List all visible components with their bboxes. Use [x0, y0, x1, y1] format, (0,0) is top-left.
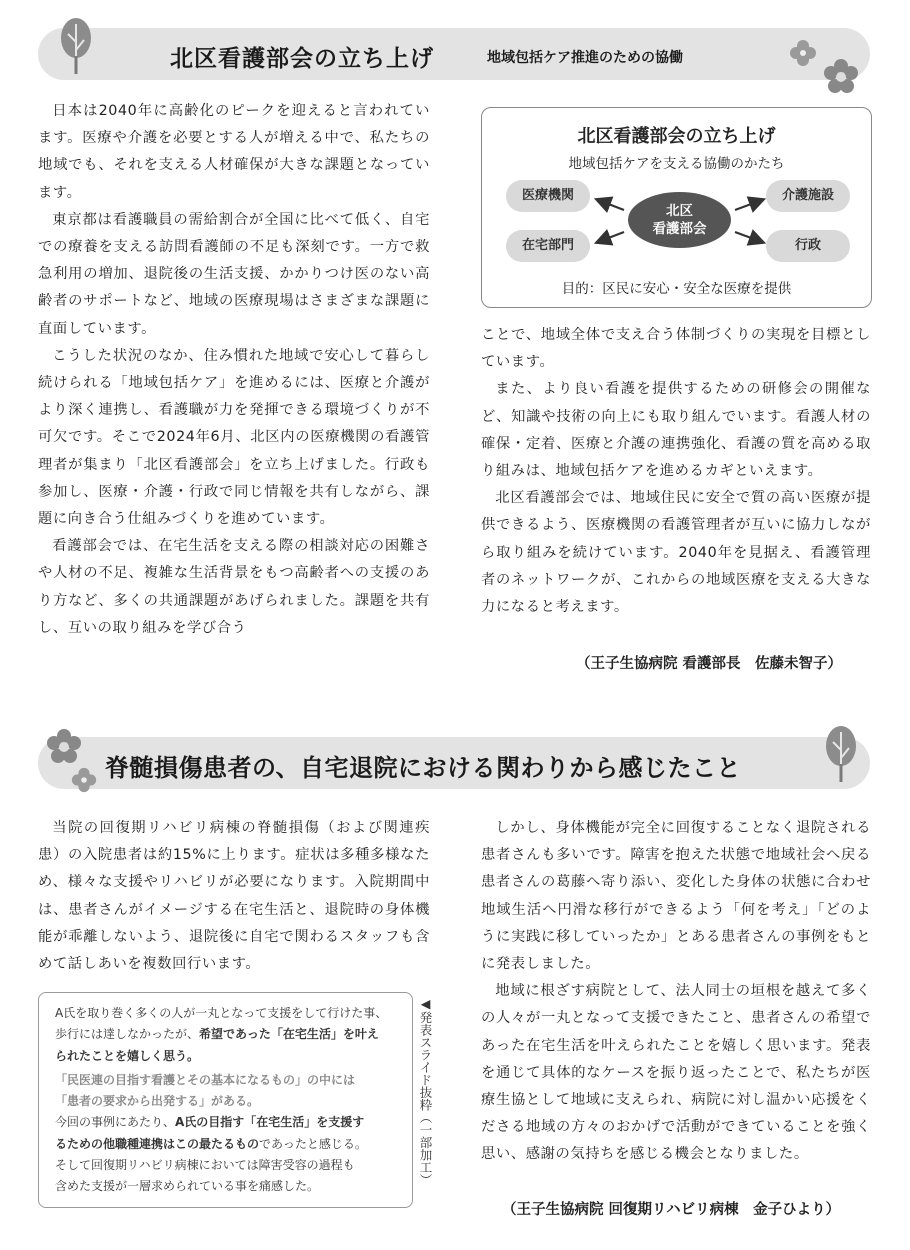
slide-bold-span: られたことを嬉しく思う。: [55, 1048, 200, 1063]
node-care-facilities: 介護施設: [766, 180, 850, 212]
section2-signature: （王子生協病院 回復期リハビリ病棟 金子ひより）: [502, 1202, 841, 1218]
paragraph: 東京都は看護職員の需給割合が全国に比べて低く、自宅での療養を支える訪問看護師の不足も深刻です。一方で救急利用の増加、退院後の生活支援、かかりつけ医のない高齢者のサポートなど、地域の医療現場はさまざまな課題に直面しています。: [38, 211, 430, 337]
center-line2: 看護部会: [652, 221, 707, 237]
diagram-title: 北区看護部会の立ち上げ: [577, 126, 776, 147]
node-government: 行政: [766, 230, 850, 262]
slide-line: [55, 1134, 400, 1155]
arrow-to-home-care: [598, 232, 624, 242]
clover-icon: [788, 38, 818, 68]
slide-bold-span: るための他職種連携はこの最たるもの: [55, 1136, 260, 1151]
slide-line: [55, 1046, 400, 1067]
section2-left-column: [38, 815, 430, 978]
slide-line: [55, 1070, 400, 1091]
section1-title: 北区看護部会の立ち上げ: [170, 46, 434, 72]
slide-line: [55, 1024, 400, 1045]
node-home-care: 在宅部門: [506, 230, 590, 262]
flower-icon: [822, 58, 860, 96]
paragraph: こうした状況のなか、住み慣れた地域で安心して暮らし続けられる「地域包括ケア」を進めるには、医療と介護がより深く連携し、看護職が力を発揮できる環境づくりが不可欠です。そこで2024年6月、北区内の医療機関の看護管理者が集まり「北区看護部会」を立ち上げました。行政も参加し、医療・介護・行政で同じ情報を共有しながら、課題に向き合う仕組みづくりを進めています。: [38, 347, 430, 528]
section1-right-column: [481, 322, 871, 621]
kita-nursing-diagram: [481, 107, 872, 308]
section1-signature: （王子生協病院 看護部長 佐藤未智子）: [576, 656, 843, 672]
section2-right-column: [481, 815, 871, 1169]
section1-subtitle: 地域包括ケア推進のための協働: [487, 50, 683, 66]
slide-bold-span: 希望であった「在宅生活」を叶え: [199, 1027, 379, 1042]
center-line1: 北区: [666, 203, 693, 219]
section1-left-column: [38, 98, 430, 642]
slide-text-span: であったと感じる。: [259, 1136, 367, 1151]
tree-icon: [55, 14, 97, 76]
slide-excerpt-text: [55, 1003, 400, 1198]
slide-excerpt-box: [38, 992, 413, 1208]
section1-banner: [38, 28, 870, 80]
paragraph: 地域に根ざす病院として、法人同士の垣根を越えて多くの人々が一丸となって支援できたこと、患者さんの希望であった在宅生活を叶えられたことを嬉しく思います。発表を通じて具体的なケースを振り返ったことで、私たちが医療生協として地域に支えられ、病院に対し温かい応援をくださる地域の方々のおかげで活動ができていることを強く思い、感謝の気持ちを感じる機会となりました。: [481, 983, 871, 1163]
node-medical-institutions: 医療機関: [506, 180, 590, 212]
clover-icon: [70, 766, 98, 794]
section2-title: 脊髄損傷患者の、自宅退院における関わりから感じたこと: [105, 754, 742, 782]
slide-line: A氏を取り巻く多くの人が一丸となって支援をして行けた事、: [55, 1006, 388, 1020]
arrow-to-care-facilities: [735, 200, 762, 210]
paragraph: 日本は2040年に高齢化のピークを迎えると言われています。医療や介護を必要とする人が増える中で、私たちの地域でも、それを支える人材確保が大きな課題となっています。: [38, 103, 430, 201]
slide-line: [55, 1112, 400, 1133]
slide-line: 含めた支援が一層求められている事を痛感した。: [55, 1179, 320, 1194]
slide-text-span: 今回の事例にあたり、: [55, 1115, 176, 1130]
tree-icon: [820, 722, 862, 784]
slide-bold-span: 「民医連の目指す看護とその基本になるもの」の中には: [55, 1072, 356, 1087]
paragraph: 当院の回復期リハビリ病棟の脊髄損傷（および関連疾患）の入院患者は約15%に上ります。症状は多種多様なため、様々な支援やリハビリが必要になります。入院期間中は、患者さんがイメージする在宅生活と、退院時の身体機能が乖離しないよう、退院後に自宅で関わるスタッフも含めて話しあいを複数回行います。: [38, 820, 430, 973]
diagram-purpose: 目的：区民に安心・安全な医療を提供: [561, 281, 792, 297]
slide-text-span: 歩行には達しなかったが、: [55, 1027, 200, 1042]
paragraph: 北区看護部会では、地域住民に安全で質の高い医療が提供できるよう、医療機関の看護管理者が互いに協力しながら取り組みを続けています。2040年を見据え、看護管理者のネットワークが、これからの地域医療を支える大きな力になると考えます。: [481, 490, 871, 616]
paragraph: また、より良い看護を提供するための研修会の開催など、知識や技術の向上にも取り組んでいます。看護人材の確保・定着、医療と介護の連携強化、看護の質を高める取り組みは、地域包括ケアを進めるカギといえます。: [481, 381, 871, 480]
arrow-to-medical: [598, 200, 624, 210]
slide-bold-span: A氏の目指す「在宅生活」を支援す: [175, 1115, 365, 1130]
slide-caption: ◀発表スライド抜粋（一部加工）: [418, 996, 433, 1186]
arrow-to-government: [735, 232, 762, 242]
slide-line: そして回復期リハビリ病棟においては障害受容の過程も: [55, 1158, 355, 1173]
paragraph: 看護部会では、在宅生活を支える際の相談対応の困難さや人材の不足、複雑な生活背景をもつ高齢者への支援のあり方など、多くの共通課題があげられました。課題を共有し、互いの取り組みを学び合う: [38, 538, 430, 636]
slide-line: [55, 1091, 400, 1112]
flower-icon: [45, 728, 83, 766]
diagram-subtitle: 地域包括ケアを支える協働のかたち: [568, 156, 785, 172]
slide-bold-span: 「患者の要求から出発する」がある。: [55, 1094, 260, 1109]
paragraph-continuation: ことで、地域全体で支え合う体制づくりの実現を目標としています。: [481, 327, 871, 371]
paragraph: しかし、身体機能が完全に回復することなく退院される患者さんも多いです。障害を抱えた状態で地域社会へ戻る患者さんの葛藤へ寄り添い、変化した身体の状態に合わせ地域生活へ円滑な移行ができるよう「何を考え」「どのように実践に移していったか」とある患者さんの事例をもとに発表しました。: [481, 820, 871, 973]
